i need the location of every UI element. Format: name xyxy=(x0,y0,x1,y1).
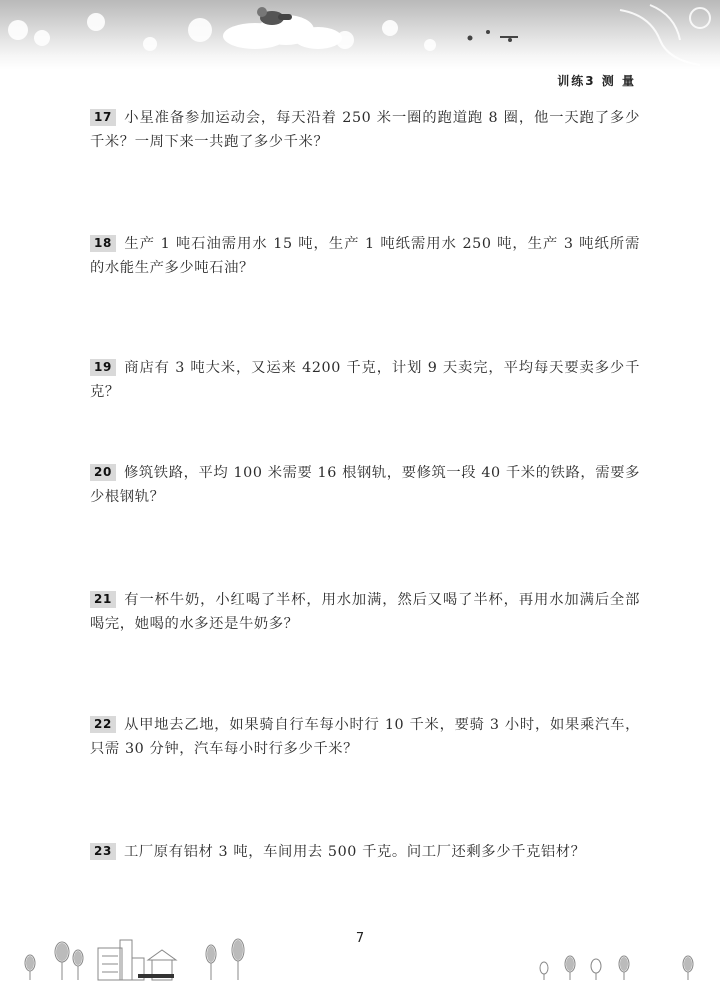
problem-text: 工厂原有铝材 3 吨，车间用去 500 千克。问工厂还剩多少千克铝材？ xyxy=(124,844,586,860)
problem-17 xyxy=(90,106,640,154)
problem-20 xyxy=(90,461,640,509)
problem-text: 从甲地去乙地，如果骑自行车每小时行 10 千米，要骑 3 小时，如果乘汽车，只需 30 分钟，汽车每小时行多少千米？ xyxy=(90,717,640,757)
problem-number: 22 xyxy=(90,716,116,733)
problem-text: 修筑铁路，平均 100 米需要 16 根钢轨，要修筑一段 40 千米的铁路，需要多少根钢轨？ xyxy=(90,465,640,505)
problem-number: 18 xyxy=(90,235,116,252)
banner-decoration xyxy=(0,0,720,70)
section-title: 训练3 测 量 xyxy=(557,74,636,88)
problem-22 xyxy=(90,713,640,761)
problem-23 xyxy=(90,840,640,864)
tree-icon xyxy=(591,959,601,980)
problem-number: 23 xyxy=(90,843,116,860)
problem-text: 小星准备参加运动会，每天沿着 250 米一圈的跑道跑 8 圈，他一天跑了多少千米？一周下来一共跑了多少千米？ xyxy=(90,110,640,150)
problem-text: 生产 1 吨石油需用水 15 吨，生产 1 吨纸需用水 250 吨，生产 3 吨纸所需的水能生产多少吨石油？ xyxy=(90,236,640,276)
problem-number: 17 xyxy=(90,109,116,126)
swirl-icon xyxy=(620,5,710,65)
problem-text: 有一杯牛奶，小红喝了半杯，用水加满，然后又喝了半杯，再用水加满后全部喝完，她喝的水多还是牛奶多？ xyxy=(90,592,640,632)
problem-text: 商店有 3 吨大米，又运来 4200 千克，计划 9 天卖完，平均每天要卖多少千克？ xyxy=(90,360,640,400)
header-banner xyxy=(0,0,720,70)
problem-number: 20 xyxy=(90,464,116,481)
problem-18 xyxy=(90,232,640,280)
problem-number: 19 xyxy=(90,359,116,376)
problem-19 xyxy=(90,356,640,404)
building-icon xyxy=(98,940,144,980)
page-number: 7 xyxy=(355,931,365,946)
music-notes-icon xyxy=(468,30,519,42)
problem-21 xyxy=(90,588,640,636)
footer-decoration xyxy=(0,930,720,982)
problem-number: 21 xyxy=(90,591,116,608)
tree-icon xyxy=(540,962,548,980)
